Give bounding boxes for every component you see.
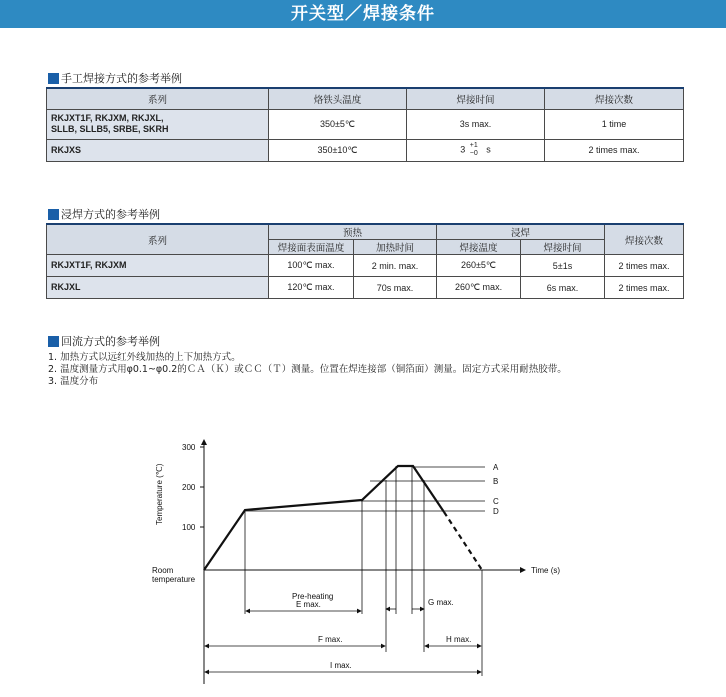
col-header-heat-time: 加热时间 <box>354 240 437 255</box>
preheating-label: Pre-heating <box>292 592 334 601</box>
y-axis-label: Temperature (℃) <box>155 463 164 525</box>
solder-temp-cell: 260℃ max. <box>437 277 521 299</box>
tolerance-plus: +1 <box>469 142 478 149</box>
heat-time-cell: 70s max. <box>354 277 437 299</box>
i-label: I max. <box>330 661 352 670</box>
temperature-profile-line <box>204 466 444 570</box>
solder-count-cell: 1 time <box>545 109 684 139</box>
series-line: SLLB, SLLB5, SRBE, SKRH <box>51 124 169 134</box>
note-line: 1. 加热方式以远红外线加热的上下加热方式。 <box>48 352 241 363</box>
y-tick-label: 100 <box>182 523 196 532</box>
solder-time-cell: 6s max. <box>521 277 605 299</box>
g-label: G max. <box>428 598 454 607</box>
col-header-solder-time: 焊接时间 <box>521 240 605 255</box>
h-label: H max. <box>446 635 472 644</box>
room-label: temperature <box>152 575 196 584</box>
tip-temp-cell: 350±5℃ <box>269 109 407 139</box>
solder-time-cell: 5±1s <box>521 255 605 277</box>
col-header-preheat: 预热 <box>269 224 437 240</box>
point-label-c: C <box>493 497 499 506</box>
col-header-tip-temp: 烙铁头温度 <box>269 88 407 109</box>
point-label-a: A <box>493 463 499 472</box>
col-header-solder-time: 焊接时间 <box>407 88 545 109</box>
heat-time-cell: 2 min. max. <box>354 255 437 277</box>
solder-count-cell: 2 times max. <box>605 255 684 277</box>
cooling-dashed-line <box>444 512 482 570</box>
reflow-heading-text: 回流方式的参考举例 <box>61 335 160 348</box>
surface-temp-cell: 120℃ max. <box>269 277 354 299</box>
time-base: 3 <box>460 144 466 155</box>
solder-temp-cell: 260±5℃ <box>437 255 521 277</box>
time-unit: s <box>486 144 491 155</box>
solder-time-cell: 3s max. <box>407 109 545 139</box>
series-cell: RKJXL <box>47 277 269 299</box>
solder-count-cell: 2 times max. <box>545 139 684 161</box>
col-header-solder-temp: 焊接温度 <box>437 240 521 255</box>
point-label-b: B <box>493 477 499 486</box>
preheating-e-label: E max. <box>296 600 321 609</box>
series-cell: RKJXS <box>47 139 269 161</box>
col-header-series: 系列 <box>47 88 269 109</box>
point-label-d: D <box>493 507 499 516</box>
y-tick-label: 300 <box>182 443 196 452</box>
y-tick-label: 200 <box>182 483 196 492</box>
col-header-series: 系列 <box>47 224 269 255</box>
tolerance-minus: −0 <box>469 150 478 157</box>
note-line: 2. 温度测量方式用φ0.1~φ0.2的ＣＡ（Ｋ）或ＣＣ（Ｔ）测量。位置在焊连接部（铜箔面）测量。固定方式采用耐热胶带。 <box>48 364 567 375</box>
room-label: Room <box>152 566 174 575</box>
f-label: F max. <box>318 635 343 644</box>
hand-soldering-heading-text: 手工焊接方式的参考举例 <box>61 72 182 85</box>
dip-soldering-heading-text: 浸焊方式的参考举例 <box>61 208 160 221</box>
series-line: RKJXT1F, RKJXM, RKJXL, <box>51 113 164 123</box>
col-header-solder-count: 焊接次数 <box>545 88 684 109</box>
x-axis-label: Time (s) <box>531 566 561 575</box>
col-header-solder-count: 焊接次数 <box>605 224 684 255</box>
col-header-surface-temp: 焊接面表面温度 <box>269 240 354 255</box>
note-line: 3. 温度分布 <box>48 376 99 387</box>
surface-temp-cell: 100℃ max. <box>269 255 354 277</box>
series-cell: RKJXT1F, RKJXM <box>47 255 269 277</box>
col-header-dip: 浸焊 <box>437 224 605 240</box>
solder-count-cell: 2 times max. <box>605 277 684 299</box>
page-title: 开关型／焊接条件 <box>291 4 435 24</box>
tip-temp-cell: 350±10℃ <box>269 139 407 161</box>
